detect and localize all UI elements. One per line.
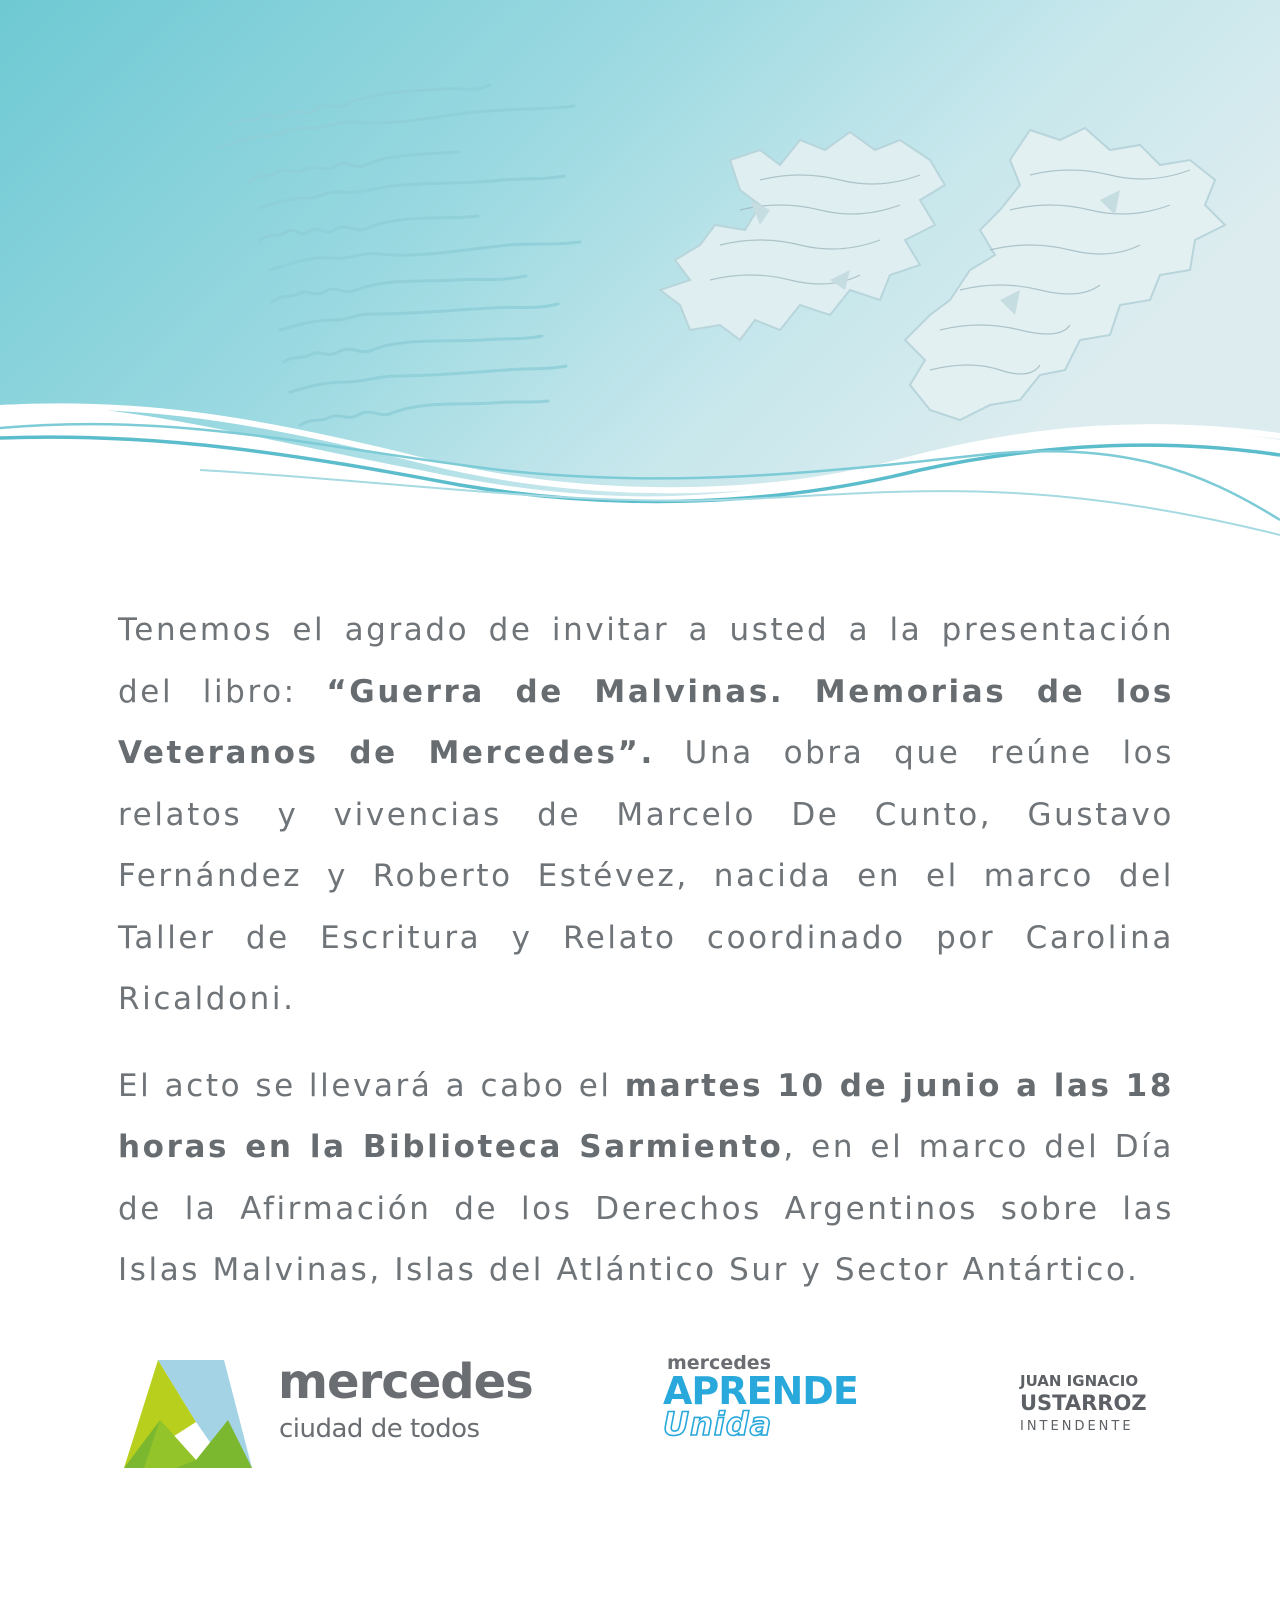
aprende-logo-middle: APRENDE [663,1369,858,1413]
paragraph-2-intro: El acto se llevará a cabo el [118,1067,625,1104]
mercedes-logo-name: mercedes [278,1354,533,1410]
intendente-last-name: USTARROZ [1020,1391,1147,1415]
aprende-logo-bottom: Unida [663,1405,773,1443]
paragraph-1-rest: Una obra que reúne los relatos y vivencias de Marcelo De Cunto, Gustavo Fernández y Roberto Estévez, nacida en el marco del Taller de Escritura y Relato coordinado por Carolina Ricaldoni. [118,735,1174,1017]
footer-logos [0,1330,1280,1480]
invitation-paragraph-1 [118,600,1174,1031]
intendente-first-name: JUAN IGNACIO [1020,1372,1139,1390]
invitation-text [118,600,1174,1302]
paragraph-2-rest: , en el marco del Día de la Afirmación de los Derechos Argentinos sobre las Islas Malvinas, Islas del Atlántico Sur y Sector Antártico. [118,1129,1174,1288]
aprende-logo-top: mercedes [667,1352,771,1374]
mercedes-logo [0,1330,533,1480]
intendente-title: INTENDENTE [1020,1419,1134,1434]
header-banner [0,0,1280,560]
invitation-paragraph-2 [118,1056,1174,1302]
mercedes-m-icon [124,1360,264,1470]
event-date-place: martes 10 de junio a las 18 horas en la Biblioteca Sarmiento [118,1067,1175,1165]
header-illustration [0,0,1280,560]
mercedes-logo-tagline: ciudad de todos [279,1414,480,1444]
book-title: “Guerra de Malvinas. Memorias de los Veteranos de Mercedes”. [118,673,1174,771]
paragraph-1-intro: Tenemos el agrado de invitar a usted a la presentación del libro: [118,612,1174,710]
